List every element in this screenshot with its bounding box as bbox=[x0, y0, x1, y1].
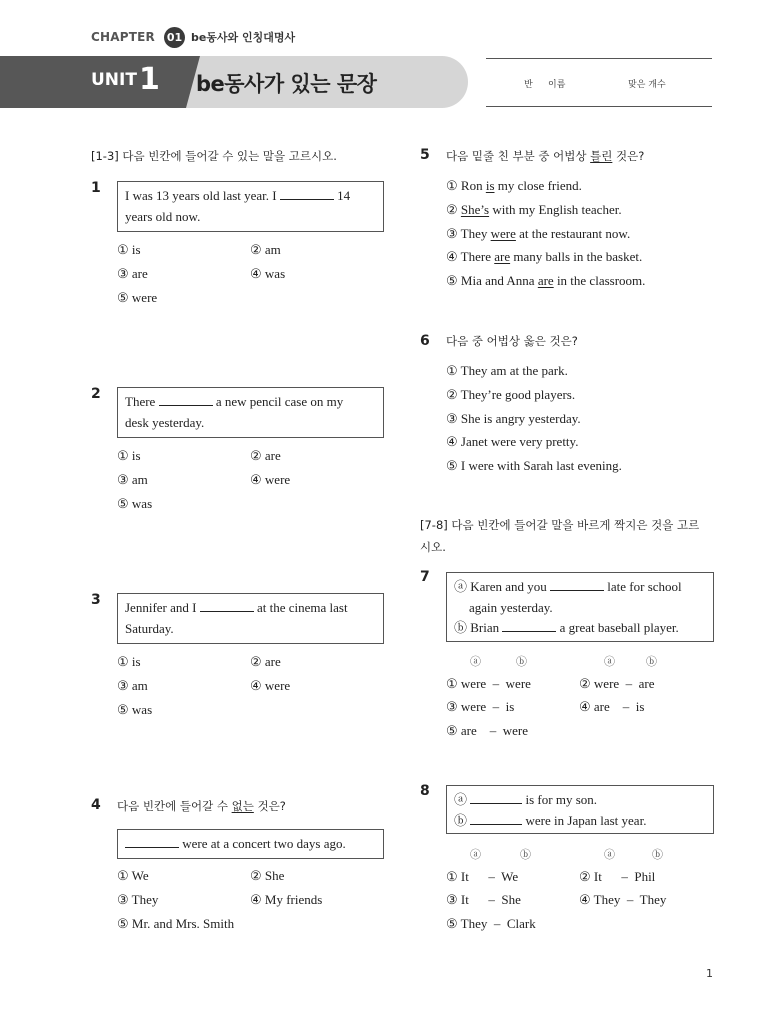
question-number: 4 bbox=[91, 797, 101, 813]
question-number: 2 bbox=[91, 386, 101, 402]
unit-label: UNIT bbox=[91, 70, 137, 90]
option-1[interactable]: ① They am at the park. bbox=[446, 363, 568, 378]
option-text: ③ They bbox=[446, 226, 491, 241]
q2-text-line2: desk yesterday. bbox=[125, 414, 205, 430]
underlined-part: were bbox=[490, 226, 516, 241]
answer-blank bbox=[125, 835, 179, 848]
option-2[interactable]: ② It – Phil bbox=[579, 869, 656, 884]
question-number: 5 bbox=[420, 147, 430, 163]
option-5[interactable]: ⑤ Mr. and Mrs. Smith bbox=[117, 916, 235, 931]
column-header-a: ⓐ bbox=[470, 656, 481, 668]
prompt-text: 다음 밑줄 친 부분 중 어법상 bbox=[446, 149, 591, 163]
q1-text-end: 14 bbox=[337, 188, 351, 203]
option-3[interactable] bbox=[446, 226, 630, 242]
option-text-end: my close friend. bbox=[494, 178, 582, 193]
option-text: ④ There bbox=[446, 249, 495, 264]
question-2-box bbox=[117, 387, 384, 438]
instruction-7-8-line2: 시오. bbox=[420, 540, 446, 554]
option-5[interactable] bbox=[446, 273, 645, 289]
page-number: 1 bbox=[706, 967, 713, 980]
answer-blank bbox=[200, 599, 254, 612]
option-4[interactable]: ④ are – is bbox=[579, 699, 645, 714]
option-3[interactable]: ③ She is angry yesterday. bbox=[446, 411, 581, 426]
option-1[interactable] bbox=[446, 178, 582, 194]
name-label: 이름 bbox=[548, 80, 566, 90]
option-4[interactable]: ④ My friends bbox=[250, 892, 323, 907]
column-header-a: ⓐ bbox=[604, 849, 615, 861]
option-text: ⑤ Mia and Anna bbox=[446, 273, 538, 288]
q3-text-start: Jennifer and I bbox=[125, 600, 197, 615]
option-4[interactable]: ④ They – They bbox=[579, 892, 667, 907]
q7-b-text: ⓑ Brian bbox=[454, 620, 500, 635]
q8-b-label: ⓑ bbox=[454, 812, 468, 828]
prompt-text: 다음 빈칸에 들어갈 수 bbox=[117, 799, 232, 813]
column-header-b: ⓑ bbox=[516, 656, 527, 668]
chapter-number-badge: 01 bbox=[164, 27, 185, 48]
question-number: 8 bbox=[420, 783, 430, 799]
question-3-box bbox=[117, 593, 384, 644]
option-3[interactable]: ③ am bbox=[117, 678, 148, 693]
option-2[interactable]: ② They’re good players. bbox=[446, 387, 576, 402]
q7-a-text: ⓐ Karen and you bbox=[454, 579, 547, 594]
question-number: 3 bbox=[91, 592, 101, 608]
answer-blank-b bbox=[470, 812, 522, 825]
chapter-label: CHAPTER bbox=[91, 30, 155, 44]
option-text: ① Ron bbox=[446, 178, 486, 193]
unit-number: 1 bbox=[139, 62, 160, 97]
q2-text-end: a new pencil case on my bbox=[215, 394, 344, 409]
question-6-prompt: 다음 중 어법상 옳은 것은? bbox=[446, 334, 578, 348]
question-number: 1 bbox=[91, 180, 101, 196]
q8-b-text: were in Japan last year. bbox=[525, 812, 647, 828]
option-3[interactable]: ③ They bbox=[117, 892, 159, 907]
class-label: 반 bbox=[524, 80, 533, 90]
option-5[interactable]: ⑤ are – were bbox=[446, 723, 529, 738]
q4-text: were at a concert two days ago. bbox=[182, 836, 346, 851]
question-number: 7 bbox=[420, 569, 430, 585]
column-header-a: ⓐ bbox=[470, 849, 481, 861]
option-3[interactable]: ③ were – is bbox=[446, 699, 515, 714]
score-box bbox=[486, 58, 712, 107]
instruction-1-3: [1-3] 다음 빈칸에 들어갈 수 있는 말을 고르시오. bbox=[91, 149, 337, 163]
option-text-end: in the classroom. bbox=[553, 273, 646, 288]
option-1[interactable]: ① is bbox=[117, 242, 141, 257]
prompt-underlined-word: 틀린 bbox=[590, 149, 613, 163]
underlined-part: is bbox=[485, 178, 495, 193]
q8-a-text: is for my son. bbox=[525, 792, 598, 807]
underlined-part: are bbox=[537, 273, 554, 288]
prompt-text-end: 것은? bbox=[612, 149, 645, 163]
option-3[interactable]: ③ It – She bbox=[446, 892, 521, 907]
answer-blank bbox=[280, 187, 334, 200]
column-header-b: ⓑ bbox=[646, 656, 657, 668]
option-3[interactable]: ③ am bbox=[117, 472, 148, 487]
answer-blank-b bbox=[502, 619, 556, 632]
option-4[interactable]: ④ were bbox=[250, 472, 291, 487]
answer-blank-a bbox=[470, 791, 522, 804]
underlined-part: She’s bbox=[460, 202, 490, 217]
q2-text-start: There bbox=[125, 394, 156, 409]
prompt-underlined-word: 없는 bbox=[231, 799, 254, 813]
column-header-b: ⓑ bbox=[520, 849, 531, 861]
option-2[interactable]: ② She bbox=[250, 868, 285, 883]
option-5[interactable]: ⑤ was bbox=[117, 702, 153, 717]
option-4[interactable] bbox=[446, 249, 642, 265]
q7-a-text-end: late for school bbox=[607, 579, 682, 594]
option-2[interactable] bbox=[446, 202, 622, 218]
option-text-end: at the restaurant now. bbox=[515, 226, 631, 241]
option-5[interactable]: ⑤ They – Clark bbox=[446, 916, 536, 931]
option-4[interactable]: ④ were bbox=[250, 678, 291, 693]
question-4-box bbox=[117, 829, 384, 859]
question-7-box bbox=[446, 572, 714, 642]
q8-a-label: ⓐ bbox=[454, 792, 468, 807]
option-text-end: many balls in the basket. bbox=[510, 249, 643, 264]
question-1-box bbox=[117, 181, 384, 232]
question-4-prompt bbox=[117, 798, 286, 814]
q3-text-end: at the cinema last bbox=[256, 600, 348, 615]
option-1[interactable]: ① is bbox=[117, 448, 141, 463]
option-4[interactable]: ④ was bbox=[250, 266, 286, 281]
option-3[interactable]: ③ are bbox=[117, 266, 148, 281]
question-5-prompt bbox=[446, 148, 644, 164]
option-5[interactable]: ⑤ were bbox=[117, 290, 158, 305]
option-1[interactable]: ① We bbox=[117, 868, 149, 883]
unit-title: be동사가 있는 문장 bbox=[196, 72, 377, 96]
q1-text-line2: years old now. bbox=[125, 208, 201, 224]
option-2[interactable]: ② are bbox=[250, 654, 281, 669]
option-text-end: with my English teacher. bbox=[489, 202, 622, 217]
q1-text-start: I was 13 years old last year. I bbox=[125, 188, 277, 203]
option-1[interactable]: ① were – were bbox=[446, 676, 531, 691]
option-2[interactable]: ② are bbox=[250, 448, 281, 463]
instruction-7-8-line1: [7-8] 다음 빈칸에 들어갈 말을 바르게 짝지은 것을 고르 bbox=[420, 518, 700, 532]
column-header-b: ⓑ bbox=[652, 849, 663, 861]
option-5[interactable]: ⑤ was bbox=[117, 496, 153, 511]
option-text: ② bbox=[446, 202, 461, 217]
answer-blank-a bbox=[550, 578, 604, 591]
option-5[interactable]: ⑤ I were with Sarah last evening. bbox=[446, 458, 622, 473]
underlined-part: are bbox=[494, 249, 511, 264]
option-1[interactable]: ① is bbox=[117, 654, 141, 669]
q3-text-line2: Saturday. bbox=[125, 620, 174, 636]
option-4[interactable]: ④ Janet were very pretty. bbox=[446, 434, 579, 449]
chapter-title: be동사와 인칭대명사 bbox=[190, 31, 296, 44]
chapter-header bbox=[91, 26, 295, 48]
correct-count-label: 맞은 개수 bbox=[628, 80, 666, 90]
prompt-text-end: 것은? bbox=[253, 799, 286, 813]
question-number: 6 bbox=[420, 333, 430, 349]
option-2[interactable]: ② were – are bbox=[579, 676, 655, 691]
option-1[interactable]: ① It – We bbox=[446, 869, 519, 884]
q7-b-text-end: a great baseball player. bbox=[559, 620, 679, 635]
q7-a-line2: again yesterday. bbox=[469, 599, 553, 615]
column-header-a: ⓐ bbox=[604, 656, 615, 668]
question-8-box bbox=[446, 785, 714, 834]
option-2[interactable]: ② am bbox=[250, 242, 281, 257]
answer-blank bbox=[159, 393, 213, 406]
